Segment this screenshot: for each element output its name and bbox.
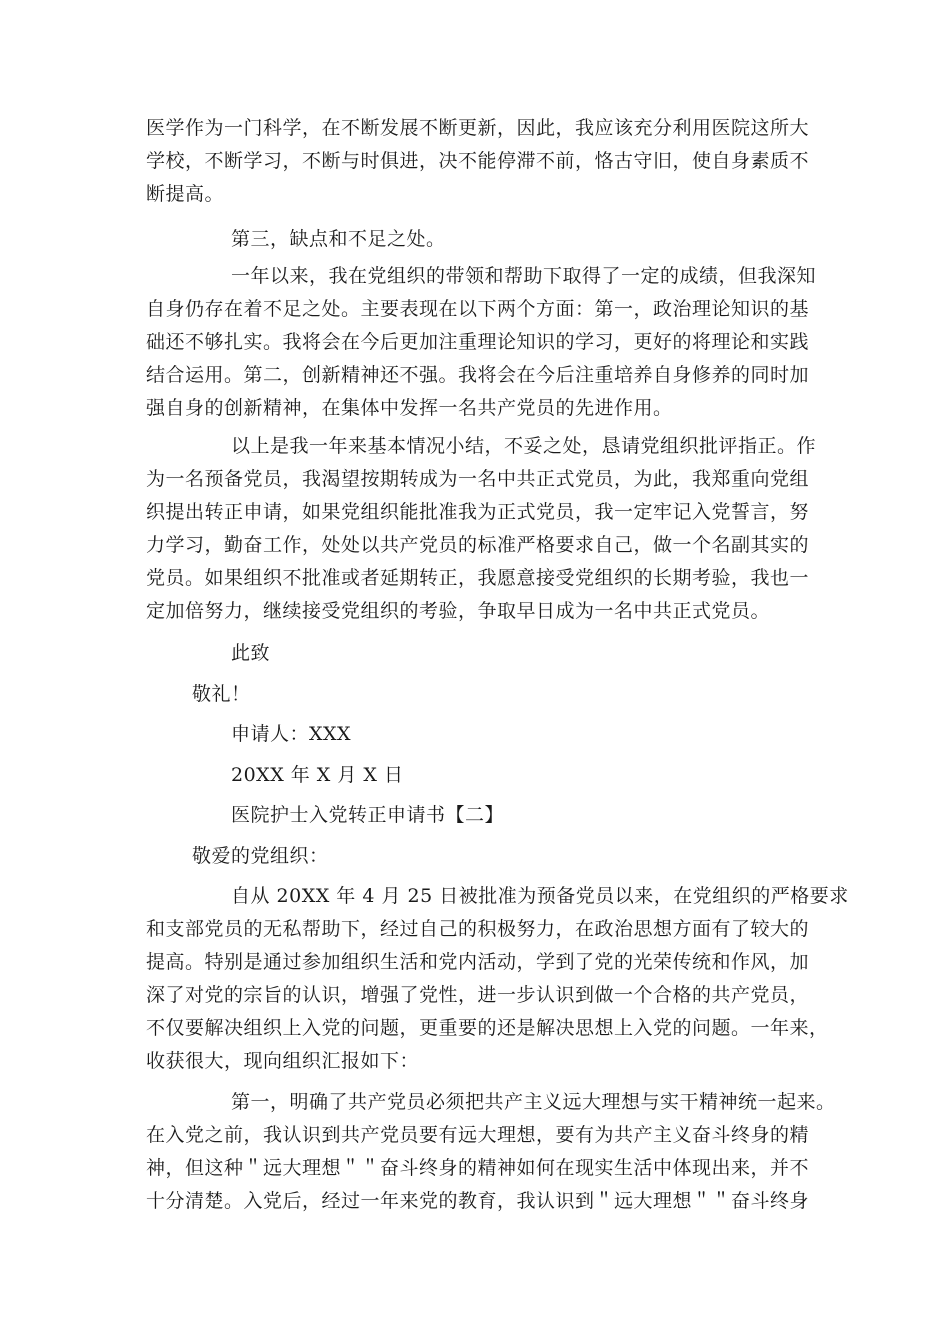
text-line: 断提高。 (146, 183, 225, 205)
text-line: 收获很大，现向组织汇报如下： (146, 1050, 420, 1072)
document-title: 医院护士入党转正申请书【二】 (231, 804, 505, 826)
text-line: 结合运用。第二，创新精神还不强。我将会在今后注重培养自身修养的同时加 (146, 364, 810, 386)
text-line: 在入党之前，我认识到共产党员要有远大理想，要有为共产主义奋斗终身的精 (146, 1124, 810, 1146)
text-line: 力学习，勤奋工作，处处以共产党员的标准严格要求自己，做一个名副其实的 (146, 534, 810, 556)
text-line: 础还不够扎实。我将会在今后更加注重理论知识的学习，更好的将理论和实践 (146, 331, 810, 353)
text-line: 和支部党员的无私帮助下，经过自己的积极努力，在政治思想方面有了较大的 (146, 918, 810, 940)
text-line: 织提出转正申请，如果党组织能批准我为正式党员，我一定牢记入党誓言，努 (146, 501, 810, 523)
text-line: 定加倍努力，继续接受党组织的考验，争取早日成为一名中共正式党员。 (146, 600, 771, 622)
text-line: 自身仍存在着不足之处。主要表现在以下两个方面：第一，政治理论知识的基 (146, 298, 810, 320)
section-heading: 第三，缺点和不足之处。 (231, 228, 446, 250)
text-line: 神，但这种＂远大理想＂＂奋斗终身的精神如何在现实生活中体现出来，并不 (146, 1157, 810, 1179)
text-line: 十分清楚。入党后，经过一年来党的教育，我认识到＂远大理想＂＂奋斗终身 (146, 1190, 810, 1212)
text-line: 一年以来，我在党组织的带领和帮助下取得了一定的成绩，但我深知 (231, 265, 817, 287)
text-line: 自从 20XX 年 4 月 25 日被批准为预备党员以来，在党组织的严格要求 (231, 885, 849, 907)
text-line: 为一名预备党员，我渴望按期转成为一名中共正式党员，为此，我郑重向党组 (146, 468, 810, 490)
date-line: 20XX 年 X 月 X 日 (231, 764, 404, 786)
closing-phrase: 此致 (231, 642, 271, 664)
text-line: 强自身的创新精神，在集体中发挥一名共产党员的先进作用。 (146, 397, 673, 419)
text-line: 深了对党的宗旨的认识，增强了党性，进一步认识到做一个合格的共产党员， (146, 984, 810, 1006)
text-line: 学校，不断学习，不断与时俱进，决不能停滞不前，恪古守旧，使自身素质不 (146, 150, 810, 172)
greeting: 敬爱的党组织： (192, 845, 329, 867)
text-line: 以上是我一年来基本情况小结，不妥之处，恳请党组织批评指正。作 (231, 435, 817, 457)
text-line: 不仅要解决组织上入党的问题，更重要的还是解决思想上入党的问题。一年来， (146, 1017, 829, 1039)
text-line: 提高。特别是通过参加组织生活和党内活动，学到了党的光荣传统和作风，加 (146, 951, 810, 973)
text-line: 第一，明确了共产党员必须把共产主义远大理想与实干精神统一起来。 (231, 1091, 836, 1113)
salutation: 敬礼！ (192, 683, 251, 705)
text-line: 医学作为一门科学，在不断发展不断更新，因此，我应该充分利用医院这所大 (146, 117, 810, 139)
text-line: 党员。如果组织不批准或者延期转正，我愿意接受党组织的长期考验，我也一 (146, 567, 810, 589)
applicant-line: 申请人：XXX (231, 723, 352, 745)
